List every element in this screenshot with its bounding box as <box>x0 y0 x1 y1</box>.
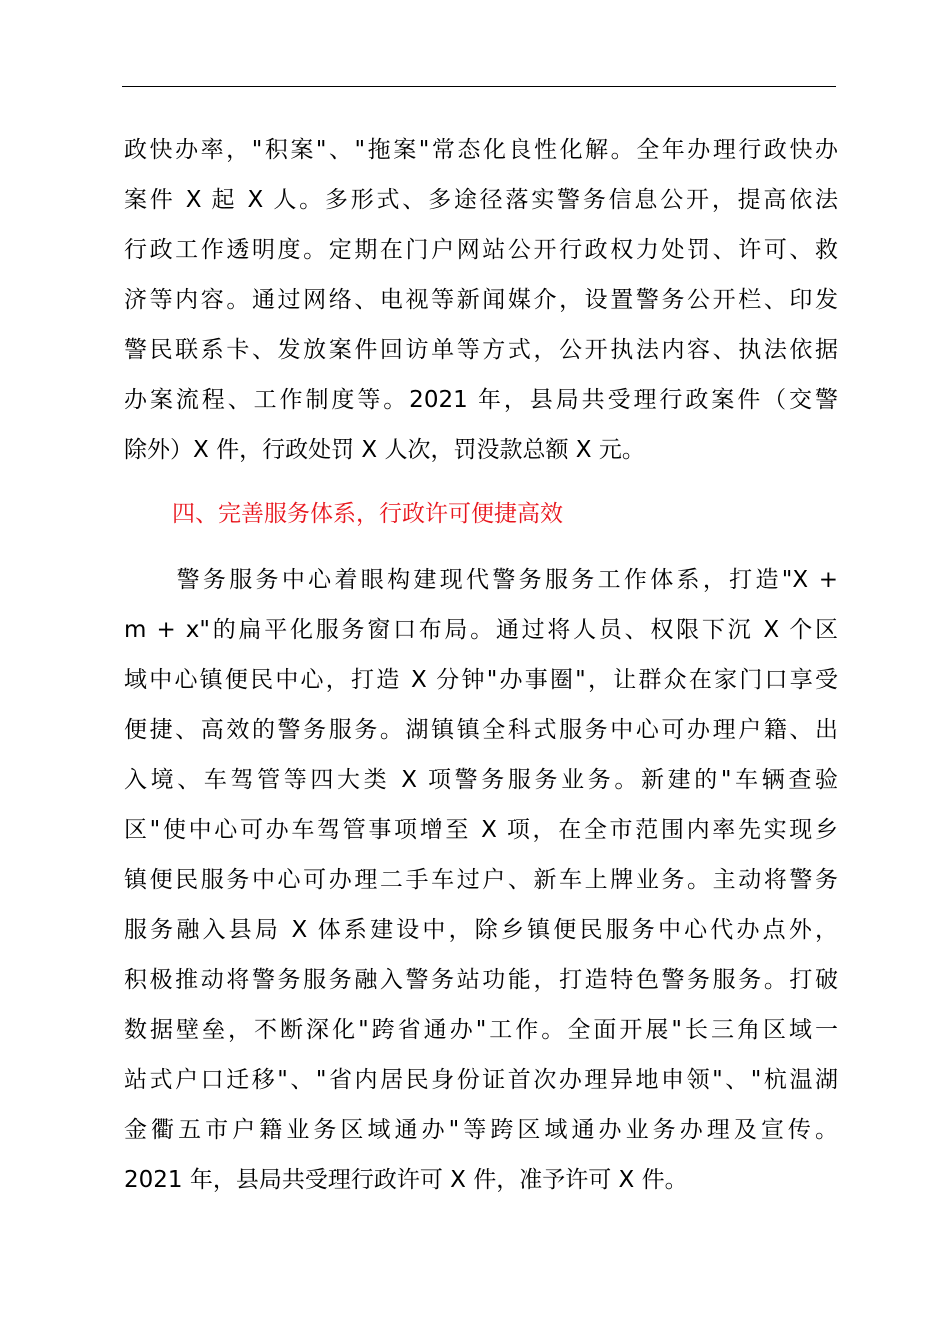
paragraph-1-line-3: 行政工作透明度。定期在门户网站公开行政权力处罚、许可、救 <box>124 237 838 263</box>
paragraph-2-line-8: 服务融入县局 X 体系建设中，除乡镇便民服务中心代办点外， <box>124 917 838 943</box>
paragraph-2-line-10: 数据壁垒，不断深化"跨省通办"工作。全面开展"长三角区域一 <box>124 1017 838 1043</box>
paragraph-2-line-12: 金衢五市户籍业务区域通办"等跨区域通办业务办理及宣传。 <box>124 1117 838 1143</box>
paragraph-1-line-6: 办案流程、工作制度等。2021 年，县局共受理行政案件（交警 <box>124 387 838 413</box>
paragraph-1-line-4: 济等内容。通过网络、电视等新闻媒介，设置警务公开栏、印发 <box>124 287 838 313</box>
paragraph-2-line-4: 便捷、高效的警务服务。湖镇镇全科式服务中心可办理户籍、出 <box>124 717 838 743</box>
paragraph-2-line-2: m + x"的扁平化服务窗口布局。通过将人员、权限下沉 X 个区 <box>124 617 838 643</box>
paragraph-1-line-1: 政快办率，"积案"、"拖案"常态化良性化解。全年办理行政快办 <box>124 137 838 163</box>
paragraph-2-line-3: 域中心镇便民中心，打造 X 分钟"办事圈"，让群众在家门口享受 <box>124 667 838 693</box>
paragraph-1-line-2: 案件 X 起 X 人。多形式、多途径落实警务信息公开，提高依法 <box>124 187 838 213</box>
paragraph-2-line-5: 入境、车驾管等四大类 X 项警务服务业务。新建的"车辆查验 <box>124 767 838 793</box>
paragraph-2-line-6: 区"使中心可办车驾管事项增至 X 项，在全市范围内率先实现乡 <box>124 817 838 843</box>
section-heading: 四、完善服务体系，行政许可便捷高效 <box>172 501 563 527</box>
paragraph-2-line-1: 警务服务中心着眼构建现代警务服务工作体系，打造"X + <box>124 567 838 593</box>
paragraph-2-line-9: 积极推动将警务服务融入警务站功能，打造特色警务服务。打破 <box>124 967 838 993</box>
paragraph-1-line-7: 除外）X 件，行政处罚 X 人次，罚没款总额 X 元。 <box>124 437 645 463</box>
paragraph-2-line-7: 镇便民服务中心可办理二手车过户、新车上牌业务。主动将警务 <box>124 867 838 893</box>
paragraph-2-line-11: 站式户口迁移"、"省内居民身份证首次办理异地申领"、"杭温湖 <box>124 1067 838 1093</box>
paragraph-2-line-13: 2021 年，县局共受理行政许可 X 件，准予许可 X 件。 <box>124 1167 688 1193</box>
paragraph-1-line-5: 警民联系卡、发放案件回访单等方式，公开执法内容、执法依据 <box>124 337 838 363</box>
header-rule <box>122 86 836 87</box>
